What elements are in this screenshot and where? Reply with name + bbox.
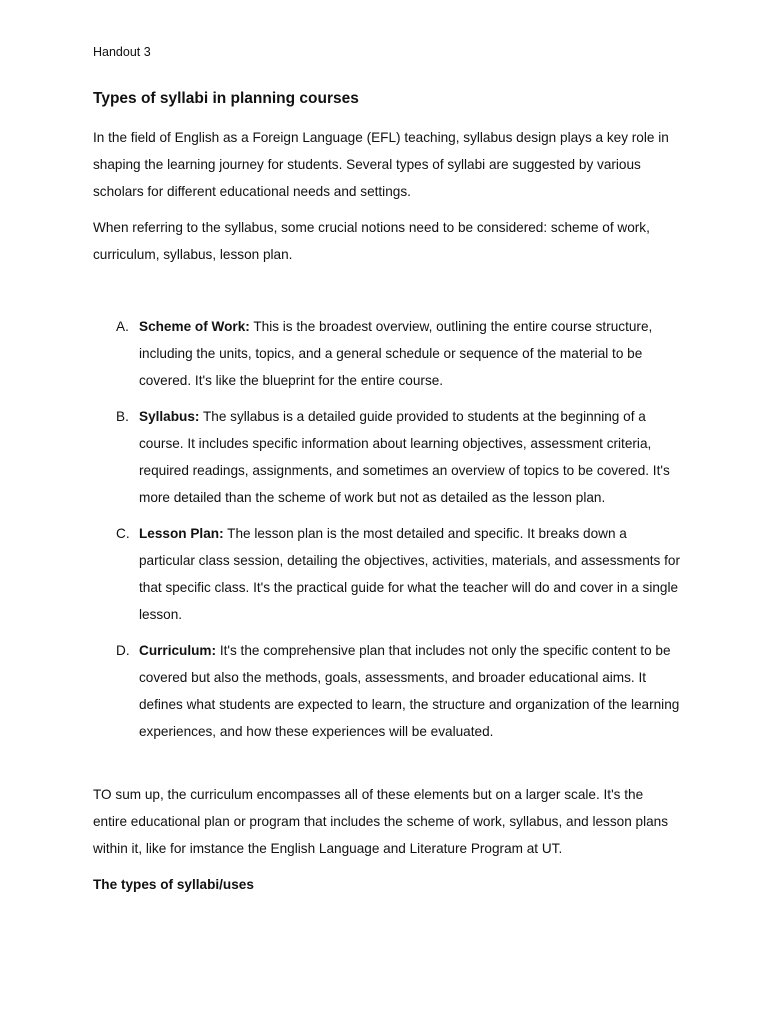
list-text: This is the broadest overview, outlining the entire course structure, including the units, topics, and a general schedule or sequence of the material to be covered. It's like the blueprint for the entire course. bbox=[139, 319, 653, 388]
list-term: Scheme of Work: bbox=[139, 319, 250, 334]
list-text: The lesson plan is the most detailed and specific. It breaks down a particular class session, detailing the objectives, activities, materials, and assessments for that specific class. It's the practical guide for what the teacher will do and cover in a single lesson. bbox=[139, 526, 680, 622]
section-subheading: The types of syllabi/uses bbox=[93, 877, 254, 892]
list-marker: B. bbox=[116, 409, 129, 424]
list-marker: D. bbox=[116, 643, 130, 658]
list-text: It's the comprehensive plan that includes not only the specific content to be covered but also the methods, goals, assessments, and broader educational aims. It defines what students are expected to learn, the structure and organization of the learning experiences, and how these experiences will be evaluated. bbox=[139, 643, 680, 739]
notions-list bbox=[93, 313, 683, 754]
handout-header: Handout 3 bbox=[93, 45, 151, 59]
list-item-scheme-of-work bbox=[93, 313, 683, 394]
list-marker: C. bbox=[116, 526, 130, 541]
list-marker: A. bbox=[116, 319, 129, 334]
list-term: Lesson Plan: bbox=[139, 526, 224, 541]
list-item-curriculum bbox=[93, 637, 683, 745]
list-item-lesson-plan bbox=[93, 520, 683, 628]
list-term: Curriculum: bbox=[139, 643, 217, 658]
list-term: Syllabus: bbox=[139, 409, 200, 424]
list-item-syllabus bbox=[93, 403, 683, 511]
summary-paragraph: TO sum up, the curriculum encompasses all of these elements but on a larger scale. It's the entire educational plan or program that includes the scheme of work, syllabus, and lesson plans within it, like for imstance the English Language and Literature Program at UT. bbox=[93, 787, 669, 856]
notions-paragraph: When referring to the syllabus, some crucial notions need to be considered: scheme of work, curriculum, syllabus, lesson plan. bbox=[93, 220, 650, 262]
document-title: Types of syllabi in planning courses bbox=[93, 90, 359, 107]
intro-paragraph: In the field of English as a Foreign Language (EFL) teaching, syllabus design plays a key role in shaping the learning journey for students. Several types of syllabi are suggested by various scholars for different educational needs and settings. bbox=[93, 130, 669, 199]
list-text: The syllabus is a detailed guide provided to students at the beginning of a course. It includes specific information about learning objectives, assessment criteria, required readings, assignments, and sometimes an overview of topics to be covered. It's more detailed than the scheme of work but not as detailed as the lesson plan. bbox=[139, 409, 670, 505]
